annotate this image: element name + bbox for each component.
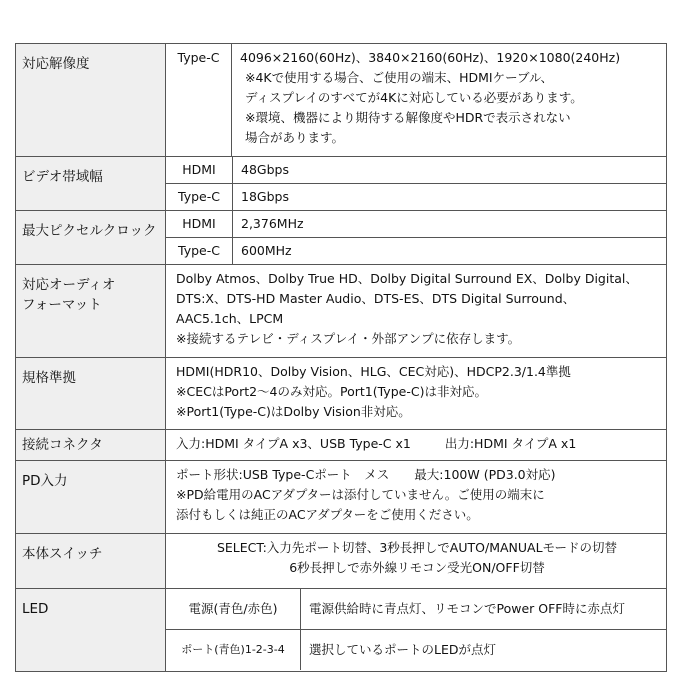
pixel-clock-value: 600MHz (241, 243, 292, 258)
led-value: 選択しているポートのLEDが点灯 (309, 642, 496, 657)
connector-input: 入力:HDMI タイプA x3、USB Type-C x1 (176, 436, 411, 451)
bandwidth-value: 18Gbps (241, 189, 289, 204)
row-led (15, 588, 667, 672)
standards-line: HDMI(HDR10、Dolby Vision、HLG、CEC対応)、HDCP2.3/1.4準拠 (176, 364, 571, 379)
label-connector: 接続コネクタ (16, 430, 166, 460)
label-pixel-clock: 最大ピクセルクロック (16, 211, 166, 264)
resolution-type: Type-C (166, 44, 232, 156)
bandwidth-type: HDMI (166, 157, 233, 183)
label-audio: 対応オーディオ フォーマット (16, 265, 166, 357)
row-switch (15, 533, 667, 588)
label-bandwidth: ビデオ帯域幅 (16, 157, 166, 210)
audio-line: DTS:X、DTS-HD Master Audio、DTS-ES、DTS Digital Surround、 (176, 291, 576, 306)
row-standards (15, 357, 667, 429)
pixel-clock-value: 2,376MHz (241, 216, 304, 231)
row-resolution (15, 43, 667, 156)
pd-line: ※PD給電用のACアダプターは添付していません。ご使用の端末に (176, 487, 545, 502)
resolution-line: ※4Kで使用する場合、ご使用の端末、HDMIケーブル、 (245, 70, 553, 85)
resolution-line: ※環境、機器により期待する解像度やHDRで表示されない (245, 110, 571, 125)
pixel-clock-type: HDMI (166, 211, 233, 237)
label-led: LED (16, 589, 166, 671)
row-pixel-clock (15, 210, 667, 264)
row-pd (15, 460, 667, 533)
spec-table (15, 43, 667, 672)
standards-line: ※CECはPort2～4のみ対応。Port1(Type-C)は非対応。 (176, 384, 487, 399)
audio-line: Dolby Atmos、Dolby True HD、Dolby Digital Surround EX、Dolby Digital、 (176, 271, 638, 286)
led-type: 電源(青色/赤色) (166, 589, 301, 629)
bandwidth-type: Type-C (166, 184, 233, 210)
row-connector (15, 429, 667, 460)
label-pd: PD入力 (16, 461, 166, 533)
audio-line: ※接続するテレビ・ディスプレイ・外部アンプに依存します。 (176, 331, 521, 346)
led-value: 電源供給時に青点灯、リモコンでPower OFF時に赤点灯 (309, 601, 625, 616)
switch-line: SELECT:入力先ポート切替、3秒長押しでAUTO/MANUALモードの切替 (216, 540, 618, 555)
resolution-line: 場合があります。 (245, 130, 345, 145)
bandwidth-value: 48Gbps (241, 162, 289, 177)
resolution-line: ディスプレイのすべてが4Kに対応している必要があります。 (245, 90, 583, 105)
resolution-line: 4096×2160(60Hz)、3840×2160(60Hz)、1920×1080(240Hz) (240, 50, 621, 65)
standards-line: ※Port1(Type-C)はDolby Vision非対応。 (176, 404, 411, 419)
row-audio (15, 264, 667, 357)
pd-line: ポート形状:USB Type-Cポート メス 最大:100W (PD3.0対応) (176, 467, 556, 482)
audio-line: AAC5.1ch、LPCM (176, 311, 284, 326)
row-bandwidth (15, 156, 667, 210)
led-type: ポート(青色)1-2-3-4 (166, 630, 301, 670)
connector-output: 出力:HDMI タイプA x1 (444, 436, 577, 451)
label-resolution: 対応解像度 (16, 44, 166, 156)
pixel-clock-type: Type-C (166, 238, 233, 264)
switch-line: 6秒長押しで赤外線リモコン受光ON/OFF切替 (289, 560, 545, 575)
pd-line: 添付もしくは純正のACアダプターをご使用ください。 (176, 507, 479, 522)
label-switch: 本体スイッチ (16, 534, 166, 588)
label-standards: 規格準拠 (16, 358, 166, 429)
